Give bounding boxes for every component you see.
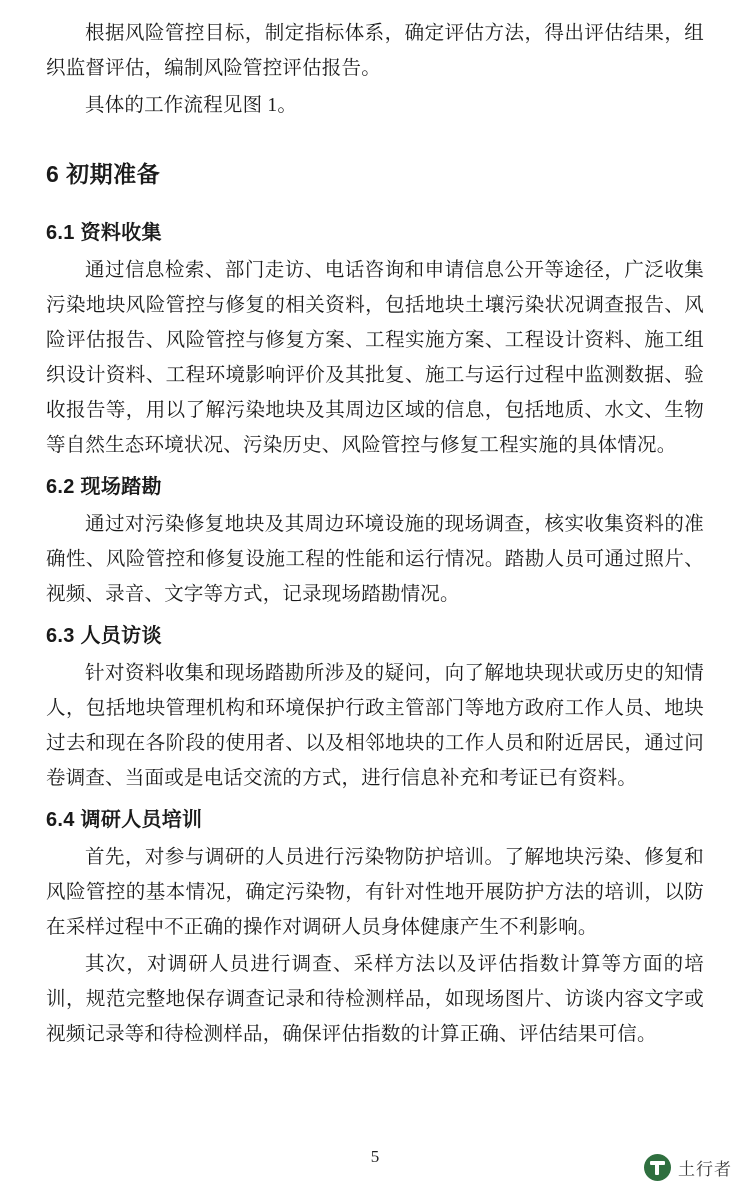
paragraph-6-1-1: 通过信息检索、部门走访、电话咨询和申请信息公开等途径，广泛收集污染地块风险管控与修复的相关资料，包括地块土壤污染状况调查报告、风险评估报告、风险管控与修复方案、工程实施方案、工程设计资料、施工组织设计资料、工程环境影响评价及其批复、施工与运行过程中监测数据、验收报告等，用以了解污染地块及其周边区域的信息，包括地质、水文、生物等自然生态环境状况、污染历史、风险管控与修复工程实施的具体情况。 [46, 260, 704, 456]
paragraph-6-2-1: 通过对污染修复地块及其周边环境设施的现场调查，核实收集资料的准确性、风险管控和修复设施工程的性能和运行情况。踏勘人员可通过照片、视频、录音、文字等方式，记录现场踏勘情况。 [46, 514, 704, 605]
paragraph-intro-2: 具体的工作流程见图 1。 [85, 95, 298, 116]
paragraph-6-3-1: 针对资料收集和现场踏勘所涉及的疑问，向了解地块现状或历史的知情人，包括地块管理机构和环境保护行政主管部门等地方政府工作人员、地块过去和现在各阶段的使用者、以及相邻地块的工作人员和附近居民，通过问卷调查、当面或是电话交流的方式，进行信息补充和考证已有资料。 [46, 663, 704, 789]
paragraph-intro-1: 根据风险管控目标，制定指标体系，确定评估方法，得出评估结果，组织监督评估，编制风险管控评估报告。 [46, 23, 704, 79]
subsection-heading-6-3: 6.3 人员访谈 [46, 625, 162, 647]
section-heading-6: 6 初期准备 [46, 161, 161, 187]
watermark-label: 土行者 [678, 1160, 732, 1179]
subsection-heading-6-1: 6.1 资料收集 [46, 222, 162, 244]
subsection-heading-6-2: 6.2 现场踏勘 [46, 476, 162, 498]
subsection-heading-6-4: 6.4 调研人员培训 [46, 809, 203, 831]
page-number: 5 [370, 1147, 380, 1166]
plus-badge-icon [644, 1154, 671, 1181]
paragraph-6-4-1: 首先，对参与调研的人员进行污染物防护培训。了解地块污染、修复和风险管控的基本情况，确定污染物，有针对性地开展防护方法的培训，以防在采样过程中不正确的操作对调研人员身体健康产生不利影响。 [46, 847, 704, 938]
paragraph-6-4-2: 其次，对调研人员进行调查、采样方法以及评估指数计算等方面的培训，规范完整地保存调查记录和待检测样品，如现场图片、访谈内容文字或视频记录等和待检测样品，确保评估指数的计算正确、评估结果可信。 [46, 954, 704, 1045]
watermark [644, 1154, 732, 1181]
